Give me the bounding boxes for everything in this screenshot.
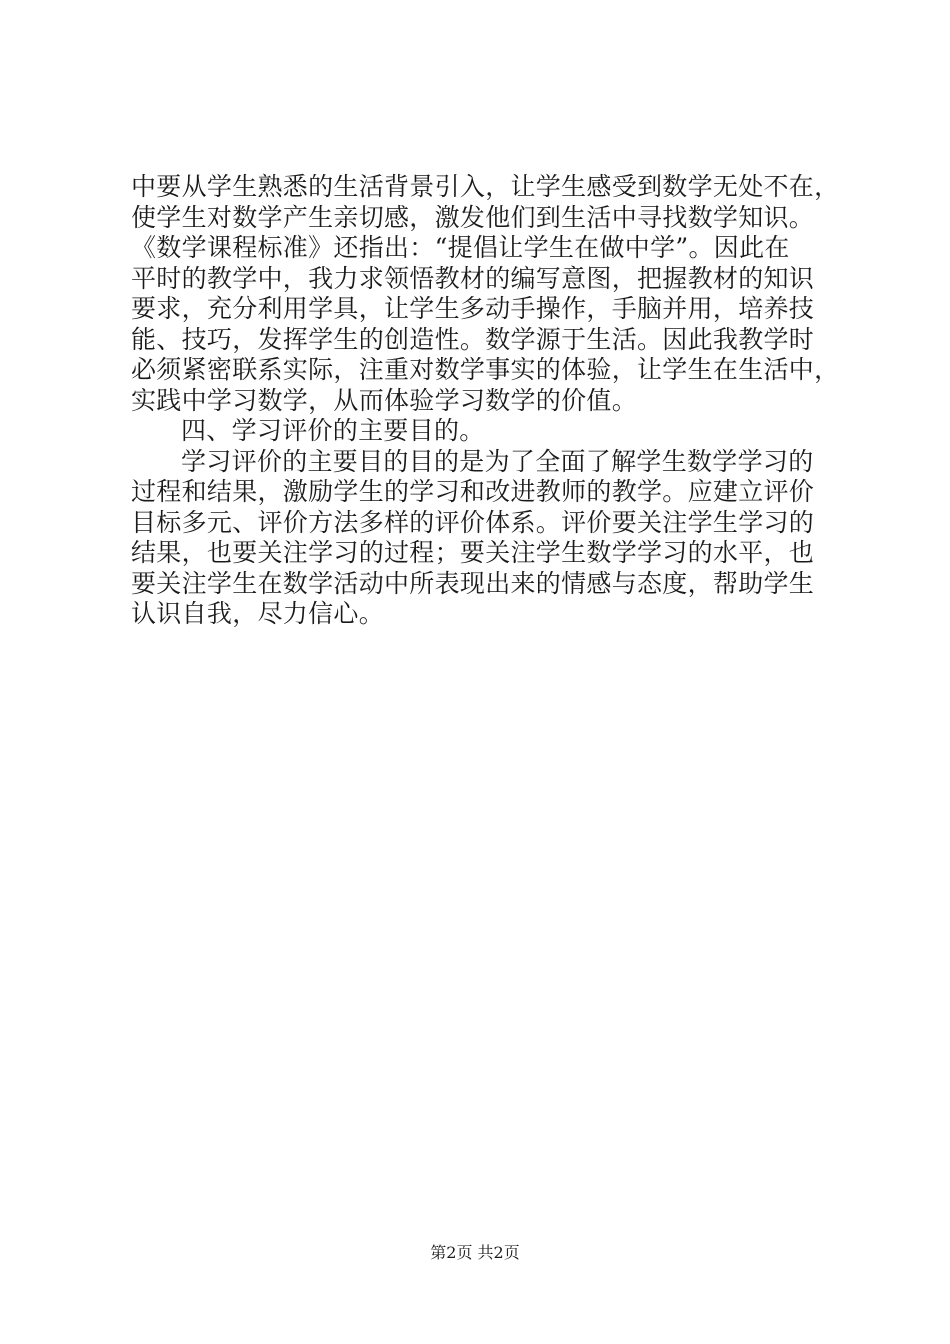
text-line: 认识自我，尽力信心。 <box>131 599 385 628</box>
text-line: 平时的教学中，我力求领悟教材的编写意图，把握教材的知识 <box>131 263 815 293</box>
text-line: 实践中学习数学，从而体验学习数学的价值。 <box>131 385 638 415</box>
document-body <box>131 172 840 630</box>
text-line: 过程和结果，激励学生的学习和改进教师的教学。应建立评价 <box>131 477 815 506</box>
text-line: 要求，充分利用学具，让学生多动手操作，手脑并用，培养技 <box>131 294 815 323</box>
text-line: 能、技巧，发挥学生的创造性。数学源于生活。因此我教学时 <box>131 324 815 354</box>
text-line: 中要从学生熟悉的生活背景引入，让学生感受到数学无处不在， <box>131 172 840 201</box>
text-line: 要关注学生在数学活动中所表现出来的情感与态度，帮助学生 <box>131 568 815 598</box>
text-line: 使学生对数学产生亲切感，激发他们到生活中寻找数学知识。 <box>131 202 815 232</box>
text-line: 目标多元、评价方法多样的评价体系。评价要关注学生学习的 <box>131 507 815 537</box>
text-line: 必须紧密联系实际，注重对数学事实的体验，让学生在生活中， <box>131 355 840 384</box>
page-number-footer: 第2页 共2页 <box>430 1243 520 1262</box>
text-line: 结果，也要关注学习的过程；要关注学生数学学习的水平，也 <box>131 538 815 567</box>
section-heading: 四、学习评价的主要目的。 <box>181 416 485 445</box>
text-line: 《数学课程标准》还指出：“提倡让学生在做中学”。因此在 <box>131 233 790 262</box>
paragraph-first-line: 学习评价的主要目的目的是为了全面了解学生数学学习的 <box>181 446 814 476</box>
